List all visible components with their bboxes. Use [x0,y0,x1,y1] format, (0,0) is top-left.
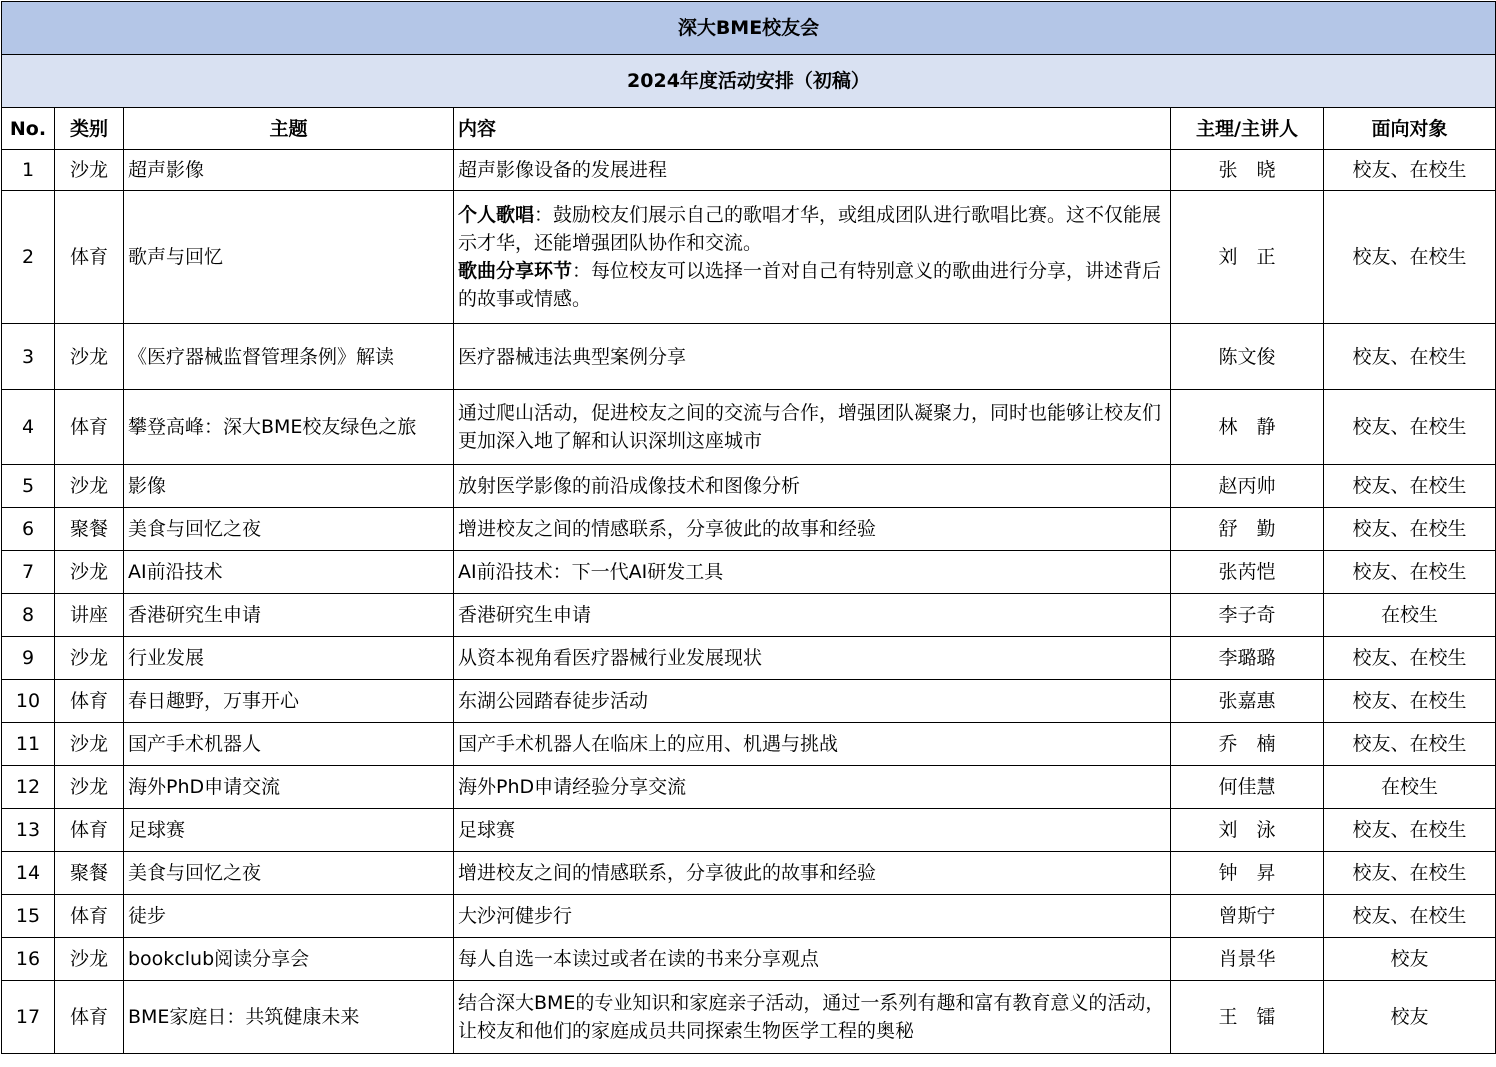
header-audience[interactable]: 面向对象 [1324,108,1496,150]
cell-content[interactable]: AI前沿技术：下一代AI研发工具 [454,551,1171,594]
cell-content[interactable]: 超声影像设备的发展进程 [454,150,1171,191]
cell-audience[interactable]: 校友 [1324,938,1496,981]
cell-no[interactable]: 8 [2,594,55,637]
cell-no[interactable]: 4 [2,390,55,465]
cell-audience[interactable]: 校友、在校生 [1324,465,1496,508]
cell-topic[interactable]: 海外PhD申请交流 [124,766,454,809]
header-row [2,108,1496,150]
cell-host[interactable]: 何佳慧 [1171,766,1324,809]
cell-host[interactable]: 李子奇 [1171,594,1324,637]
header-category[interactable]: 类别 [55,108,124,150]
cell-host[interactable]: 舒 勤 [1171,508,1324,551]
cell-no[interactable]: 17 [2,981,55,1054]
cell-host[interactable]: 张芮恺 [1171,551,1324,594]
table-row [2,637,1496,680]
cell-content[interactable]: 香港研究生申请 [454,594,1171,637]
cell-no[interactable]: 5 [2,465,55,508]
cell-category[interactable]: 体育 [55,680,124,723]
cell-category[interactable]: 沙龙 [55,150,124,191]
cell-topic[interactable]: 影像 [124,465,454,508]
cell-audience[interactable]: 校友、在校生 [1324,723,1496,766]
cell-host[interactable]: 刘 正 [1171,191,1324,324]
cell-topic[interactable]: bookclub阅读分享会 [124,938,454,981]
cell-content[interactable]: 大沙河健步行 [454,895,1171,938]
cell-audience[interactable]: 校友、在校生 [1324,809,1496,852]
cell-no[interactable]: 11 [2,723,55,766]
cell-no[interactable]: 6 [2,508,55,551]
cell-no[interactable]: 9 [2,637,55,680]
table-row [2,723,1496,766]
cell-no[interactable]: 15 [2,895,55,938]
cell-topic[interactable]: AI前沿技术 [124,551,454,594]
cell-category[interactable]: 沙龙 [55,551,124,594]
cell-topic[interactable]: 攀登高峰：深大BME校友绿色之旅 [124,390,454,465]
cell-host[interactable]: 赵丙帅 [1171,465,1324,508]
sheet-subtitle[interactable]: 2024年度活动安排（初稿） [2,55,1496,108]
cell-no[interactable]: 13 [2,809,55,852]
table-row [2,191,1496,324]
cell-topic[interactable]: 春日趣野，万事开心 [124,680,454,723]
cell-audience[interactable]: 校友、在校生 [1324,324,1496,390]
cell-category[interactable]: 沙龙 [55,938,124,981]
cell-content[interactable]: 通过爬山活动，促进校友之间的交流与合作，增强团队凝聚力，同时也能够让校友们更加深入地了解和认识深圳这座城市 [454,390,1171,465]
cell-topic[interactable]: 美食与回忆之夜 [124,852,454,895]
header-content[interactable]: 内容 [454,108,1171,150]
cell-topic[interactable]: 《医疗器械监督管理条例》解读 [124,324,454,390]
table-row [2,766,1496,809]
sheet-title[interactable]: 深大BME校友会 [2,2,1496,55]
cell-category[interactable]: 聚餐 [55,852,124,895]
cell-content[interactable]: 结合深大BME的专业知识和家庭亲子活动，通过一系列有趣和富有教育意义的活动，让校友和他们的家庭成员共同探索生物医学工程的奥秘 [454,981,1171,1054]
subtitle-row [2,55,1496,108]
cell-content[interactable]: 医疗器械违法典型案例分享 [454,324,1171,390]
cell-audience[interactable]: 校友、在校生 [1324,680,1496,723]
cell-host[interactable]: 陈文俊 [1171,324,1324,390]
cell-host[interactable]: 李璐璐 [1171,637,1324,680]
cell-category[interactable]: 沙龙 [55,723,124,766]
cell-topic[interactable]: 歌声与回忆 [124,191,454,324]
table-row [2,324,1496,390]
cell-audience[interactable]: 校友 [1324,981,1496,1054]
cell-no[interactable]: 12 [2,766,55,809]
cell-no[interactable]: 10 [2,680,55,723]
cell-host[interactable]: 刘 泳 [1171,809,1324,852]
cell-host[interactable]: 乔 楠 [1171,723,1324,766]
cell-audience[interactable]: 在校生 [1324,594,1496,637]
cell-topic[interactable]: 国产手术机器人 [124,723,454,766]
cell-audience[interactable]: 在校生 [1324,766,1496,809]
table-row [2,809,1496,852]
cell-content[interactable]: 放射医学影像的前沿成像技术和图像分析 [454,465,1171,508]
table-row [2,852,1496,895]
cell-no[interactable]: 7 [2,551,55,594]
cell-category[interactable]: 沙龙 [55,766,124,809]
cell-content[interactable]: 东湖公园踏春徒步活动 [454,680,1171,723]
cell-host[interactable]: 钟 昇 [1171,852,1324,895]
cell-audience[interactable]: 校友、在校生 [1324,895,1496,938]
cell-audience[interactable]: 校友、在校生 [1324,150,1496,191]
cell-host[interactable]: 林 静 [1171,390,1324,465]
content-text: ：每位校友可以选择一首对自己有特别意义的歌曲进行分享，讲述背后的故事或情感。 [458,260,1162,310]
header-topic[interactable]: 主题 [124,108,454,150]
cell-no[interactable]: 14 [2,852,55,895]
activity-table [1,1,1496,1054]
table-row [2,465,1496,508]
cell-no[interactable]: 1 [2,150,55,191]
table-row [2,981,1496,1054]
cell-audience[interactable]: 校友、在校生 [1324,637,1496,680]
cell-topic[interactable]: BME家庭日：共筑健康未来 [124,981,454,1054]
cell-content[interactable]: 增进校友之间的情感联系，分享彼此的故事和经验 [454,508,1171,551]
cell-content[interactable]: 海外PhD申请经验分享交流 [454,766,1171,809]
cell-topic[interactable]: 足球赛 [124,809,454,852]
content-text: ：鼓励校友们展示自己的歌唱才华，或组成团队进行歌唱比赛。这不仅能展示才华，还能增强团队协作和交流。 [458,204,1162,254]
cell-category[interactable]: 沙龙 [55,637,124,680]
cell-host[interactable]: 曾斯宁 [1171,895,1324,938]
cell-host[interactable]: 王 镭 [1171,981,1324,1054]
table-row [2,680,1496,723]
cell-category[interactable]: 体育 [55,895,124,938]
cell-no[interactable]: 2 [2,191,55,324]
cell-category[interactable]: 体育 [55,809,124,852]
title-row [2,2,1496,55]
cell-category[interactable]: 聚餐 [55,508,124,551]
table-row [2,895,1496,938]
cell-host[interactable]: 张嘉惠 [1171,680,1324,723]
cell-audience[interactable]: 校友、在校生 [1324,551,1496,594]
cell-topic[interactable]: 美食与回忆之夜 [124,508,454,551]
cell-topic[interactable]: 徒步 [124,895,454,938]
table-row [2,390,1496,465]
cell-category[interactable]: 讲座 [55,594,124,637]
cell-category[interactable]: 体育 [55,390,124,465]
cell-content[interactable]: 每人自选一本读过或者在读的书来分享观点 [454,938,1171,981]
cell-content[interactable]: 从资本视角看医疗器械行业发展现状 [454,637,1171,680]
cell-content[interactable]: 足球赛 [454,809,1171,852]
cell-host[interactable]: 张 晓 [1171,150,1324,191]
cell-topic[interactable]: 行业发展 [124,637,454,680]
cell-category[interactable]: 体育 [55,191,124,324]
cell-audience[interactable]: 校友、在校生 [1324,390,1496,465]
content-label: 个人歌唱 [458,204,535,226]
table-body [2,150,1496,1054]
content-label: 歌曲分享环节 [458,260,573,282]
cell-no[interactable]: 3 [2,324,55,390]
table-row [2,508,1496,551]
cell-category[interactable]: 沙龙 [55,324,124,390]
cell-no[interactable]: 16 [2,938,55,981]
cell-content[interactable]: 国产手术机器人在临床上的应用、机遇与挑战 [454,723,1171,766]
cell-topic[interactable]: 香港研究生申请 [124,594,454,637]
cell-topic[interactable]: 超声影像 [124,150,454,191]
table-row [2,938,1496,981]
table-row [2,150,1496,191]
cell-audience[interactable]: 校友、在校生 [1324,852,1496,895]
cell-audience[interactable]: 校友、在校生 [1324,191,1496,324]
cell-category[interactable]: 沙龙 [55,465,124,508]
table-row [2,551,1496,594]
cell-audience[interactable]: 校友、在校生 [1324,508,1496,551]
header-host[interactable]: 主理/主讲人 [1171,108,1324,150]
cell-content[interactable] [454,191,1171,324]
cell-host[interactable]: 肖景华 [1171,938,1324,981]
cell-content[interactable]: 增进校友之间的情感联系，分享彼此的故事和经验 [454,852,1171,895]
cell-category[interactable]: 体育 [55,981,124,1054]
header-no[interactable]: No. [2,108,55,150]
table-row [2,594,1496,637]
